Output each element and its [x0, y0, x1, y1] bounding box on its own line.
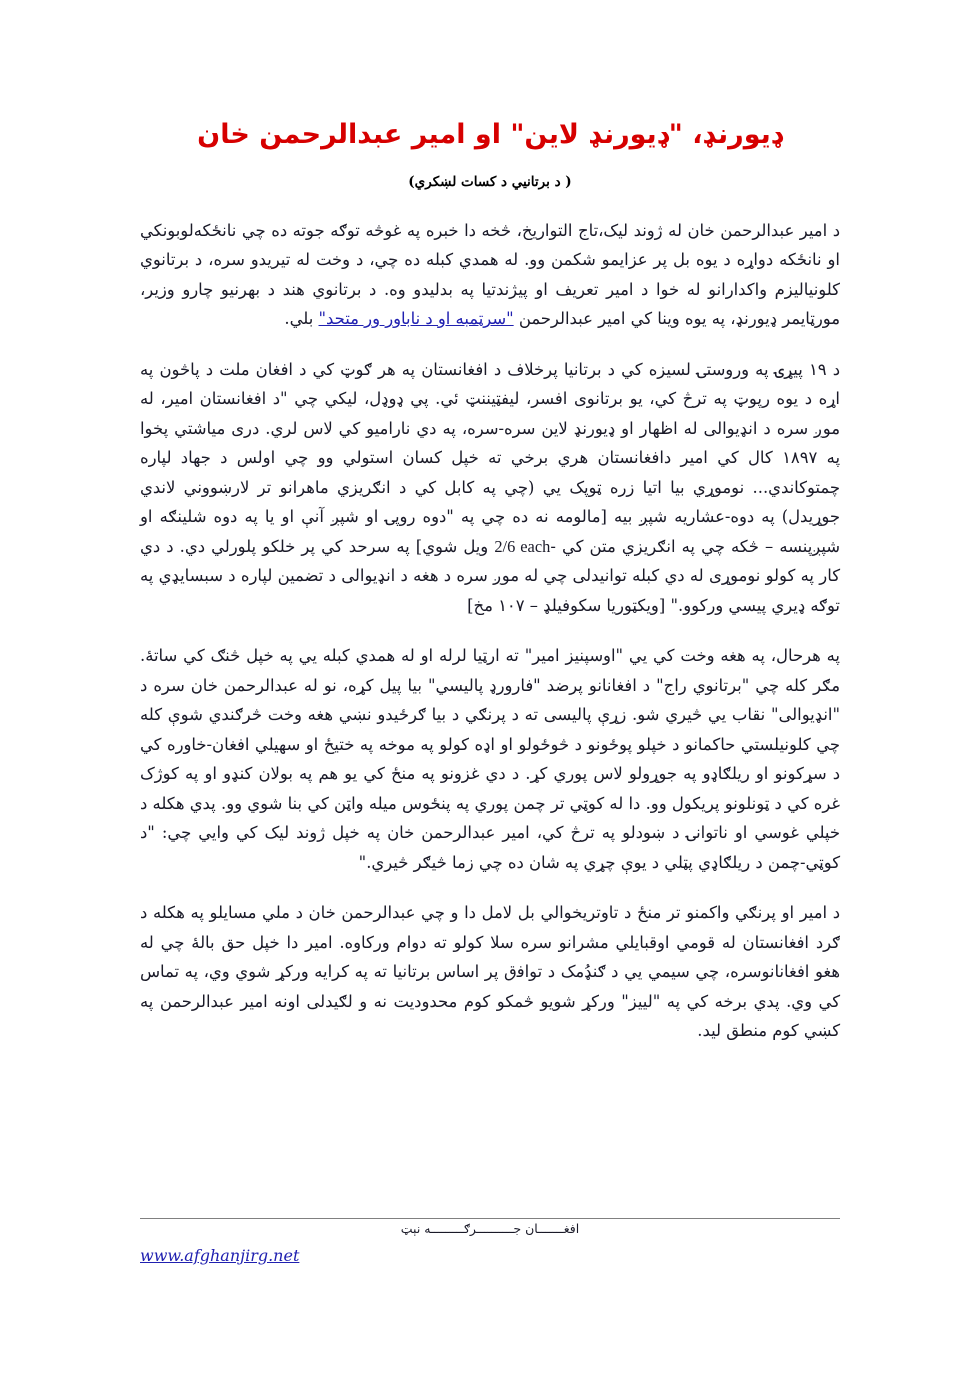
paragraph-3: [140, 641, 840, 877]
paragraph-2: [140, 355, 840, 621]
footer-divider: [140, 1218, 840, 1219]
text-run: ويل شوي] په سرحد کي پر خلکو پلورلي دي. د دي کار په کولو نوموړى له دي کبله توانيدلى چي له موږ سره د هغه د انډيوالى د تضمين لپاره د سبسايډي په توګه ډيري پيسي ورکوو." [ويکټوريا سکوفيلډ – ١٠٧ مخ]: [140, 536, 840, 615]
paragraph-4: [140, 898, 840, 1046]
page-title: ډيورنډ، "ډيورنډ لاين" او امير عبدالرحمن خان: [197, 119, 783, 150]
inline-link[interactable]: "سرټمبه او د ناباور ور متحد": [318, 309, 514, 329]
footer-url-link[interactable]: www.afghanjirg.net: [140, 1246, 300, 1265]
latin-run: 2/6 each: [494, 536, 551, 556]
footer-url-wrap: [140, 1246, 840, 1265]
document-content: [140, 0, 840, 1067]
document-subtitle: ( د برتانيي د کسات لښکري): [408, 173, 572, 190]
page-footer: [140, 1218, 840, 1265]
document-body: [140, 216, 840, 1046]
footer-site-name: افغـــــــان جــــــــــرګـــــــــه نېټ: [400, 1221, 580, 1236]
text-run: بلي.: [284, 309, 319, 329]
text-run: د امير او پرنګي واکمنو تر منځ د تاوتريخوالي بل لامل دا و چي عبدالرحمن خان د ملي مسايلو په هکله د ګرد افغانستان له قومي اوقبايلي مشرانو سره سلا کولو ته دوام ورکاوه. امير دا خپل حق بالۀ چي له هغو افغانانوسره، چي سيمي يي د ګنډُمک د تواﻓق پر اساس برتانيا ته په کرايه ورکړ شوي وي، په تماس کي وي. پدي برخه کي په "لييز" ورکړ شويو څمکو کوم محدوديت نه و لګيدلى اونه امير عبدالرحمن په کښي کوم منطق ليد.: [140, 903, 840, 1041]
text-run: په هرحال، په هغه وخت کي يي "اوسپنيز امير" ته ارټيا لرله او له همدي کبله يي په خپل څنګ کي ساتۀ. مګر کله چي "برتانوي راج" د افغانانو پرضد "فارورډ پاليسي" بيا پيل کړه، نو له عبدالرحمن خان سره د "انډيوالى" نقاب يي څيري شو. زړې پاليسى ته د پرنګي د بيا ګرځيدو نښي هغه وخت څرګندي شوې کله چي کلونيلستي حاکمانو د خپلو پوځونو د څوځولو او اډه کولو په موخه په ختيځ او سهيلي افغان-خاوره کي د سړکونو او ريلګاډو په جوړولو لاس پوري کړ. د دي غزونو په منځ کي يو هم په بولان کنډو او په کوژک غره کي د ټونلونو پريکول وو. دا له کوټي تر چمن پوري په پنځوس ميله واټن کي بنا شوي وو. پدي هکله د خپلي غوسي او ناتوانۍ د ښودلو په ترڅ کي، امير عبدالرحمن خان په خپل ژوند ليک کي وايي چي: "د کوټي-چمن د ريلګاډي پټلي د يوې چړي په شان ده چي زما څيګر څيري.": [140, 646, 840, 872]
text-run: د امير عبدالرحمن خان له ژوند ليک،تاج التواريخ، څخه دا خبره په غوڅه توګه جوته ده چي نانځکه‌لوبونکي او نانځکه دواړه د يوه بل پر عزايمو شکمن وو. له همدي کبله ده چي، د وخت له تيريدو سره، د برتانوي کلونياليزم واکدارانو له خوا د امير تعريف او پيژندتيا په بدليدو وه. د برتانوي هند د بهرنيو چارو وزير، مورټايمر ډيورنډ، په يوه وينا کي امير عبدالرحمن: [140, 220, 840, 329]
text-run: د ١٩ پيړۍ په وروستۍ لسيزه کي د برتانيا پرخلاف د افغانستان په هر ګوټ کي د افغان ملت د پاڅون په اړه د يوه رپوټ په ترڅ کي، يو برتانوى افسر، ليفټيننټ ئي. پي ډوډل، ليکي چي "د افغانستان امير، له موږ سره د انډيوالى له اظهار او ډيورنډ لاين سره-سره، په دي ناراميو کي لاس لري. دری مياشتي پخوا په ١٨٩٧ کال کي امير دافغانستان هري برخي ته خپل کسان استولي وو چي اولس د جهاد لپاره چمتوکاندي... نوموړي بيا اتيا زره ټوپک يي (چي په کابل کي د انګريزي ماهرانو تر لارښووني لاندي جوړيدل) په دوه-عشاريه شپږ بيه [مالومه نه ده چي په "دوه روپۍ او شپږ آنې او يا په دوه شلينګه او شپږپنسه – څکه چي په انګريزي متن کي -: [140, 359, 841, 556]
paragraph-1: [140, 216, 840, 334]
